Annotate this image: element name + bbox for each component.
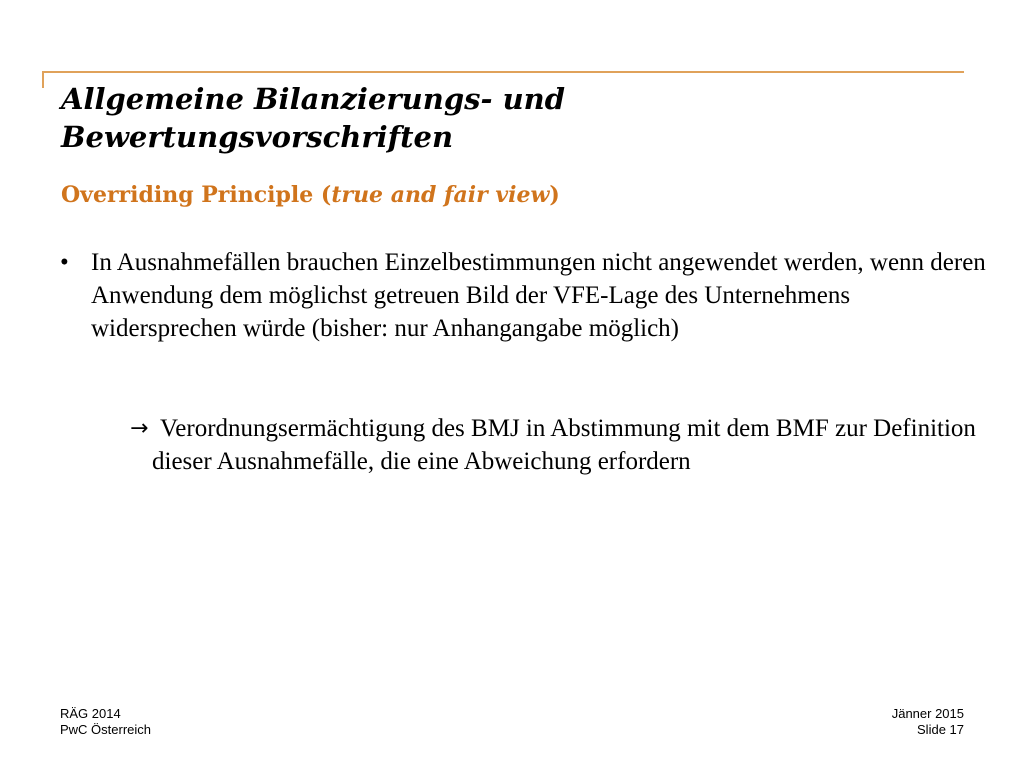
sub-point bbox=[130, 412, 990, 478]
slide-title bbox=[61, 80, 961, 156]
bullet-marker: • bbox=[60, 249, 69, 276]
footer-right bbox=[892, 706, 964, 738]
subtitle-prefix: Overriding Principle ( bbox=[61, 182, 332, 208]
footer-company: PwC Österreich bbox=[60, 722, 152, 737]
corner-bracket-line bbox=[42, 71, 964, 73]
title-line-2: Bewertungsvorschriften bbox=[61, 120, 454, 154]
footer-date: Jänner 2015 bbox=[891, 706, 964, 721]
slide-subtitle bbox=[61, 180, 560, 210]
title-line-1: Allgemeine Bilanzierungs- und bbox=[61, 82, 566, 116]
bullet-text: In Ausnahmefällen brauchen Einzelbestimmungen nicht angewendet werden, wenn deren Anwendung dem möglichst getreuen Bild der VFE-Lage des Unternehmens widersprechen würde (bisher: nur Anhangangabe möglich) bbox=[91, 249, 986, 342]
arrow-right-icon: → bbox=[130, 416, 149, 441]
slide-number: Slide 17 bbox=[917, 722, 964, 737]
corner-bracket-tick bbox=[42, 71, 44, 88]
footer-project: RÄG 2014 bbox=[60, 706, 121, 721]
footer-left bbox=[60, 706, 151, 738]
subtitle-emphasis: true and fair view bbox=[331, 182, 550, 208]
sub-point-text: Verordnungsermächtigung des BMJ in Abstimmung mit dem BMF zur Definition dieser Ausnahmefälle, die eine Abweichung erfordern bbox=[152, 415, 976, 475]
subtitle-suffix: ) bbox=[549, 182, 560, 208]
